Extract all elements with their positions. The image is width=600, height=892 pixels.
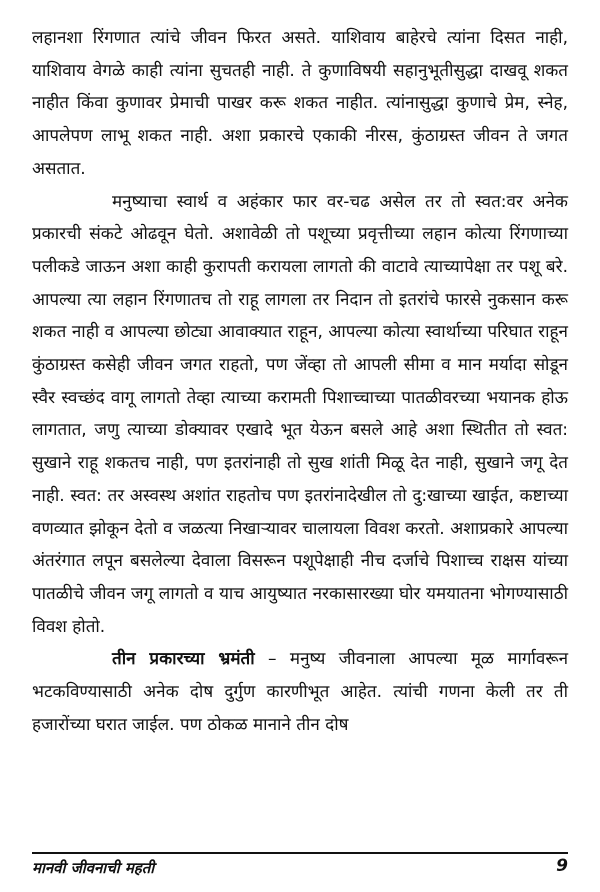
paragraph-1: लहानशा रिंगणात त्यांचे जीवन फिरत असते. याशिवाय बाहेरचे त्यांना दिसत नाही, याशिवाय वेगळे काही त्यांना सुचतही नाही. ते कुणाविषयी सहानुभूतीसुद्धा दाखवू शकत नाहीत किंवा कुणावर प्रेमाची पाखर करू शकत नाहीत. त्यांनासुद्धा कुणाचे प्रेम, स्नेह, आपलेपण लाभू शकत नाही. अशा प्रकारचे एकाकी नीरस, कुंठाग्रस्त जीवन ते जगत असतात.	[32, 28, 568, 179]
section-heading: तीन प्रकारच्या भ्रमंती	[112, 649, 255, 670]
section-separator: –	[254, 649, 290, 670]
footer-rule	[32, 852, 568, 854]
section-text: मनुष्य जीवनाला आपल्या मूळ मार्गावरून भटकविण्यासाठी अनेक दोष दुर्गुण कारणीभूत आहेत. त्यांची गणना केली तर ती हजारोंच्या घरात जाईल. पण ठोकळ मानाने तीन दोष	[32, 649, 569, 735]
paragraph-3	[32, 643, 568, 741]
body-text	[32, 22, 568, 741]
page-number: 9	[556, 856, 568, 876]
paragraph-2: मनुष्याचा स्वार्थ व अहंकार फार वर-चढ असेल तर तो स्वत:वर अनेक प्रकारची संकटे ओढवून घेतो. अशावेळी तो पशूच्या प्रवृत्तीच्या लहान कोत्या रिंगणाच्या पलीकडे जाऊन अशा काही कुरापती करायला लागतो की वाटावे त्याच्यापेक्षा तर पशू बरे. आपल्या त्या लहान रिंगणातच तो राहू लागला तर निदान तो इतरांचे फारसे नुकसान करू शकत नाही व आपल्या छोट्या आवाक्यात राहून, आपल्या कोत्या स्वार्थाच्या परिघात राहून कुंठाग्रस्त कसेही जीवन जगत राहतो, पण जेंव्हा तो आपली सीमा व मान मर्यादा सोडून स्वैर स्वच्छंद वागू लागतो तेव्हा त्याच्या करामती पिशाच्चाच्या पातळीवरच्या भयानक होऊ लागतात, जणु त्याच्या डोक्यावर एखादे भूत येऊन बसले आहे अशा स्थितीत तो स्वत: सुखाने राहू शकतच नाही, पण इतरांनाही तो सुख शांती मिळू देत नाही, सुखाने जगू देत नाही. स्वत: तर अस्वस्थ अशांत राहतोच पण इतरांनादेखील तो दु:खाच्या खाईत, कष्टाच्या वणव्यात झोकून देतो व जळत्या निखाऱ्यावर चालायला विवश करतो. अशाप्रकारे आपल्या अंतरंगात लपून बसलेल्या देवाला विसरून पशूपेक्षाही नीच दर्जाचे पिशाच्च राक्षस यांच्या पातळीचे जीवन जगू लागतो व याच आयुष्यात नरकासारख्या घोर यमयातना भोगण्यासाठी विवश होतो.	[32, 191, 568, 637]
footer-book-title: मानवी जीवनाची महती	[32, 859, 155, 877]
